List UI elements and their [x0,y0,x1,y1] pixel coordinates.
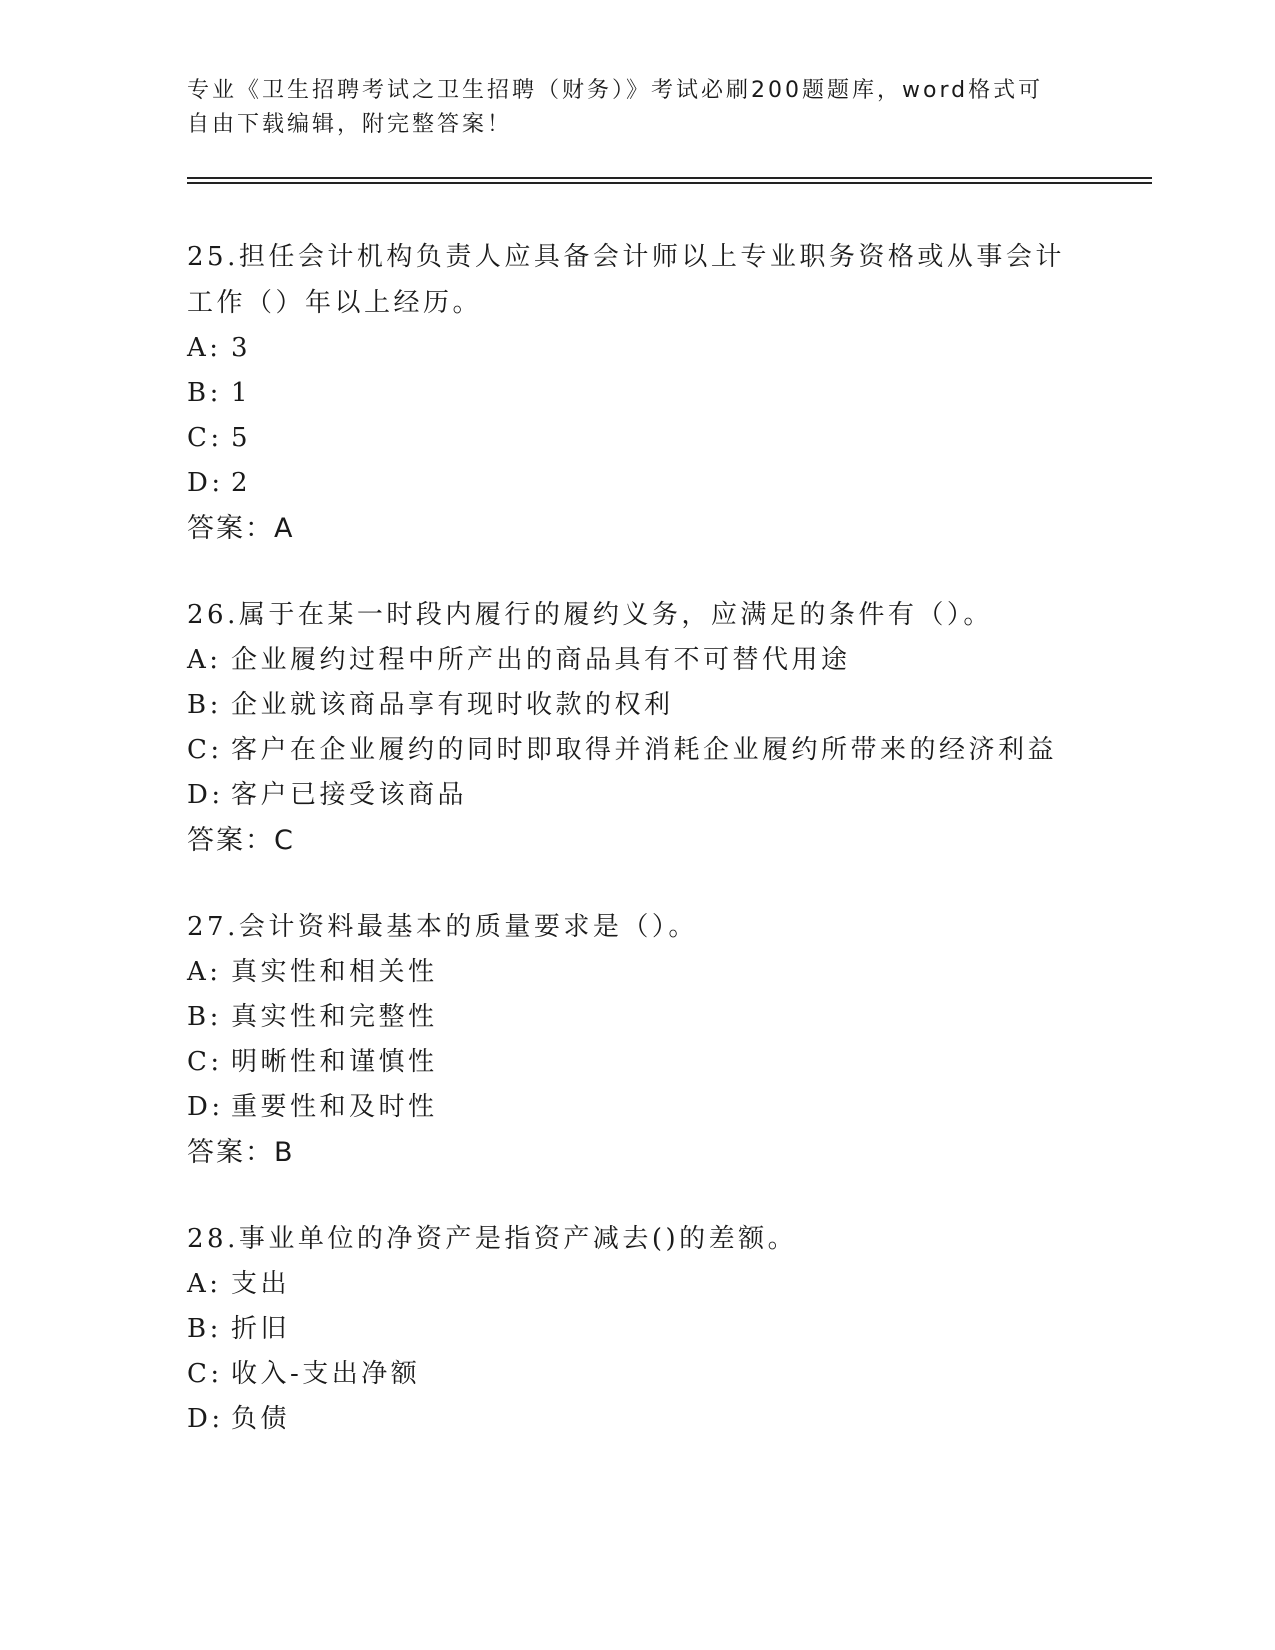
option-letter: D: [187,468,224,498]
question-list [187,234,1087,1482]
question-stem: 25.担任会计机构负责人应具备会计师以上专业职务资格或从事会计工作（）年以上经历。 [187,242,1065,318]
option-letter: C: [187,423,223,453]
option-letter: A: [187,333,222,363]
option-letter: A: [187,957,222,987]
option-text: 客户在企业履约的同时即取得并消耗企业履约所带来的经济利益 [231,735,1058,765]
question-stem: 28.事业单位的净资产是指资产减去()的差额。 [187,1224,798,1254]
question-stem: 26.属于在某一时段内履行的履约义务，应满足的条件有（）。 [187,600,993,630]
option-text: 重要性和及时性 [231,1092,438,1122]
option-letter: B: [187,1314,222,1344]
header-divider-bottom [187,182,1152,184]
option-d [187,1085,1087,1130]
option-d [187,773,1087,818]
option-text: 3 [231,333,252,363]
option-d [187,1397,1087,1442]
option-c [187,416,1087,461]
option-text: 收入-支出净额 [231,1359,421,1389]
document-header: 专业《卫生招聘考试之卫生招聘（财务）》考试必刷200题题库，word格式可自由下载编辑，附完整答案！ [187,78,1044,137]
option-b [187,995,1087,1040]
option-a [187,638,1087,683]
option-a [187,326,1087,371]
option-b [187,1307,1087,1352]
question-28 [187,1216,1087,1442]
option-letter: B: [187,1002,222,1032]
option-a [187,950,1087,995]
option-letter: C: [187,735,223,765]
option-text: 支出 [231,1269,291,1299]
question-27 [187,904,1087,1176]
option-letter: D: [187,780,224,810]
answer-line: 答案：A [187,513,295,544]
option-text: 真实性和相关性 [231,957,438,987]
option-letter: B: [187,690,222,720]
option-text: 负债 [231,1404,291,1434]
option-b [187,683,1087,728]
option-letter: D: [187,1092,224,1122]
option-letter: C: [187,1047,223,1077]
option-c [187,1040,1087,1085]
answer-line: 答案：B [187,1137,295,1168]
option-text: 2 [231,468,252,498]
option-c [187,1352,1087,1397]
option-c [187,728,1087,773]
option-text: 企业就该商品享有现时收款的权利 [231,690,674,720]
option-b [187,371,1087,416]
option-letter: D: [187,1404,224,1434]
question-25 [187,234,1087,552]
answer-line: 答案：C [187,825,295,856]
option-a [187,1262,1087,1307]
option-text: 明晰性和谨慎性 [231,1047,438,1077]
header-divider-top [187,177,1152,179]
option-letter: C: [187,1359,223,1389]
option-letter: A: [187,645,222,675]
option-d [187,461,1087,506]
option-text: 折旧 [231,1314,291,1344]
option-text: 企业履约过程中所产出的商品具有不可替代用途 [231,645,851,675]
question-stem: 27.会计资料最基本的质量要求是（）。 [187,912,698,942]
option-text: 真实性和完整性 [231,1002,438,1032]
option-text: 客户已接受该商品 [231,780,468,810]
option-letter: A: [187,1269,222,1299]
option-text: 1 [231,378,252,408]
question-26 [187,592,1087,864]
option-text: 5 [231,423,252,453]
option-letter: B: [187,378,222,408]
